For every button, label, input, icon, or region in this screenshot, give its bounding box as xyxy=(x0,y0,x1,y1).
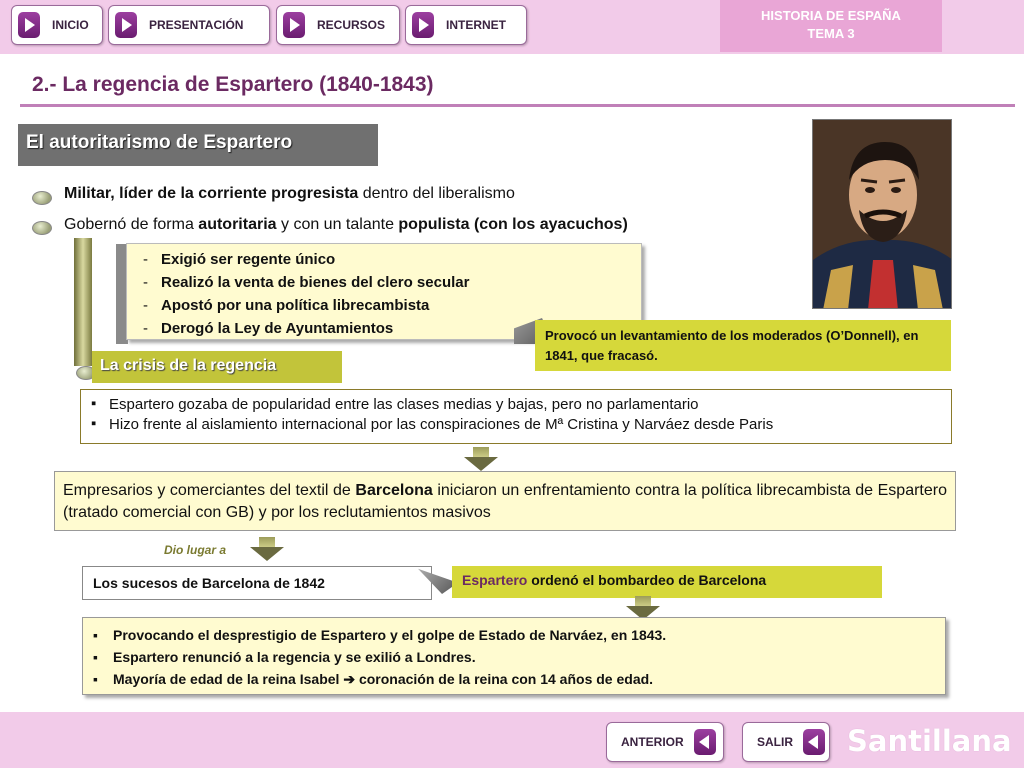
course-badge-line1: HISTORIA DE ESPAÑA xyxy=(761,8,901,23)
barcelona-paragraph-a: Empresarios y comerciantes del textil de xyxy=(63,482,356,499)
back-arrow-icon xyxy=(694,729,716,755)
nav-internet-button[interactable] xyxy=(405,5,527,45)
nav-inicio-button[interactable] xyxy=(11,5,103,45)
nav-presentacion-label: PRESENTACIÓN xyxy=(149,18,244,32)
statement-line-1 xyxy=(64,185,515,203)
bullet-dot-icon xyxy=(32,191,52,205)
arrow-down-icon xyxy=(464,447,498,471)
statement-line-2-a: Gobernó de forma xyxy=(64,216,199,233)
list-item: - Derogó la Ley de Ayuntamientos xyxy=(143,317,641,340)
barcelona-paragraph-c: iniciaron un enfrentamiento contra la política librecambista de Espartero (tratado comercial con GB) y por los reclutamientos masivos xyxy=(63,482,947,521)
section-heading-autoritarismo: El autoritarismo de Espartero xyxy=(18,124,378,166)
statement-line-1-bold: Militar, líder de la corriente progresista xyxy=(64,185,359,202)
salir-label: SALIR xyxy=(757,735,793,749)
dio-lugar-label: Dio lugar a xyxy=(164,543,227,557)
list-item: - Apostó por una política librecambista xyxy=(143,294,641,317)
nav-inicio-label: INICIO xyxy=(52,18,89,32)
course-badge xyxy=(720,0,942,52)
arrow-down-icon xyxy=(250,537,284,561)
event-box: Los sucesos de Barcelona de 1842 xyxy=(82,566,432,600)
portrait-illustration xyxy=(813,120,952,309)
barcelona-paragraph-b: Barcelona xyxy=(355,482,433,499)
list-item: ▪ Hizo frente al aislamiento internacional por las conspiraciones de Mª Cristina y Narváez desde Paris xyxy=(91,415,941,435)
list-item: ▪ Provocando el desprestigio de Espartero y el golpe de Estado de Narváez, en 1843. xyxy=(93,624,935,646)
arrow-down-head xyxy=(250,547,284,561)
consequence-box: Provocó un levantamiento de los moderados (O’Donnell), en 1841, que fracasó. xyxy=(535,320,951,371)
outcome-3-b: coronación de la reina con 14 años de edad. xyxy=(355,671,654,687)
page-title: 2.- La regencia de Espartero (1840-1843) xyxy=(32,73,434,96)
list-item: ▪ Espartero renunció a la regencia y se exilió a Londres. xyxy=(93,646,935,668)
statement-line-1-rest: dentro del liberalismo xyxy=(358,185,515,202)
statement-line-2-c: y con un talante xyxy=(276,216,399,233)
nav-presentacion-button[interactable] xyxy=(108,5,270,45)
bullet-dot-icon xyxy=(32,221,52,235)
statement-line-2-b: autoritaria xyxy=(198,216,277,233)
outcome-3-a: Mayoría de edad de la reina Isabel xyxy=(113,671,344,687)
back-arrow-icon xyxy=(803,729,825,755)
barcelona-paragraph xyxy=(54,471,956,531)
anterior-button[interactable] xyxy=(606,722,724,762)
list-item: - Exigió ser regente único xyxy=(143,248,641,271)
play-icon xyxy=(283,12,305,38)
bombardeo-box xyxy=(452,566,882,598)
list-item xyxy=(93,668,935,690)
nav-internet-label: INTERNET xyxy=(446,18,506,32)
nav-recursos-label: RECURSOS xyxy=(317,18,386,32)
course-badge-line2: TEMA 3 xyxy=(807,26,855,41)
play-icon xyxy=(412,12,434,38)
play-icon xyxy=(115,12,137,38)
arrow-right-icon: ➔ xyxy=(343,671,356,687)
statement-line-2-d: populista (con los ayacuchos) xyxy=(398,216,628,233)
brand-logo: Santillana xyxy=(847,724,1012,758)
espartero-portrait xyxy=(812,119,952,309)
bombardeo-rest: ordenó el bombardeo de Barcelona xyxy=(527,572,767,588)
crisis-points-list xyxy=(80,389,952,444)
play-icon xyxy=(18,12,40,38)
outcomes-list xyxy=(82,617,946,695)
bombardeo-highlight: Espartero xyxy=(462,572,528,588)
anterior-label: ANTERIOR xyxy=(621,735,684,749)
nav-recursos-button[interactable] xyxy=(276,5,400,45)
connector-bar xyxy=(74,238,92,366)
list-item: - Realizó la venta de bienes del clero secular xyxy=(143,271,641,294)
list-item: ▪ Espartero gozaba de popularidad entre las clases medias y bajas, pero no parlamentario xyxy=(91,395,941,415)
salir-button[interactable] xyxy=(742,722,830,762)
section-heading-crisis: La crisis de la regencia xyxy=(92,351,342,383)
title-divider xyxy=(20,104,1015,107)
arrow-down-head xyxy=(464,457,498,471)
statement-line-2 xyxy=(64,216,628,234)
